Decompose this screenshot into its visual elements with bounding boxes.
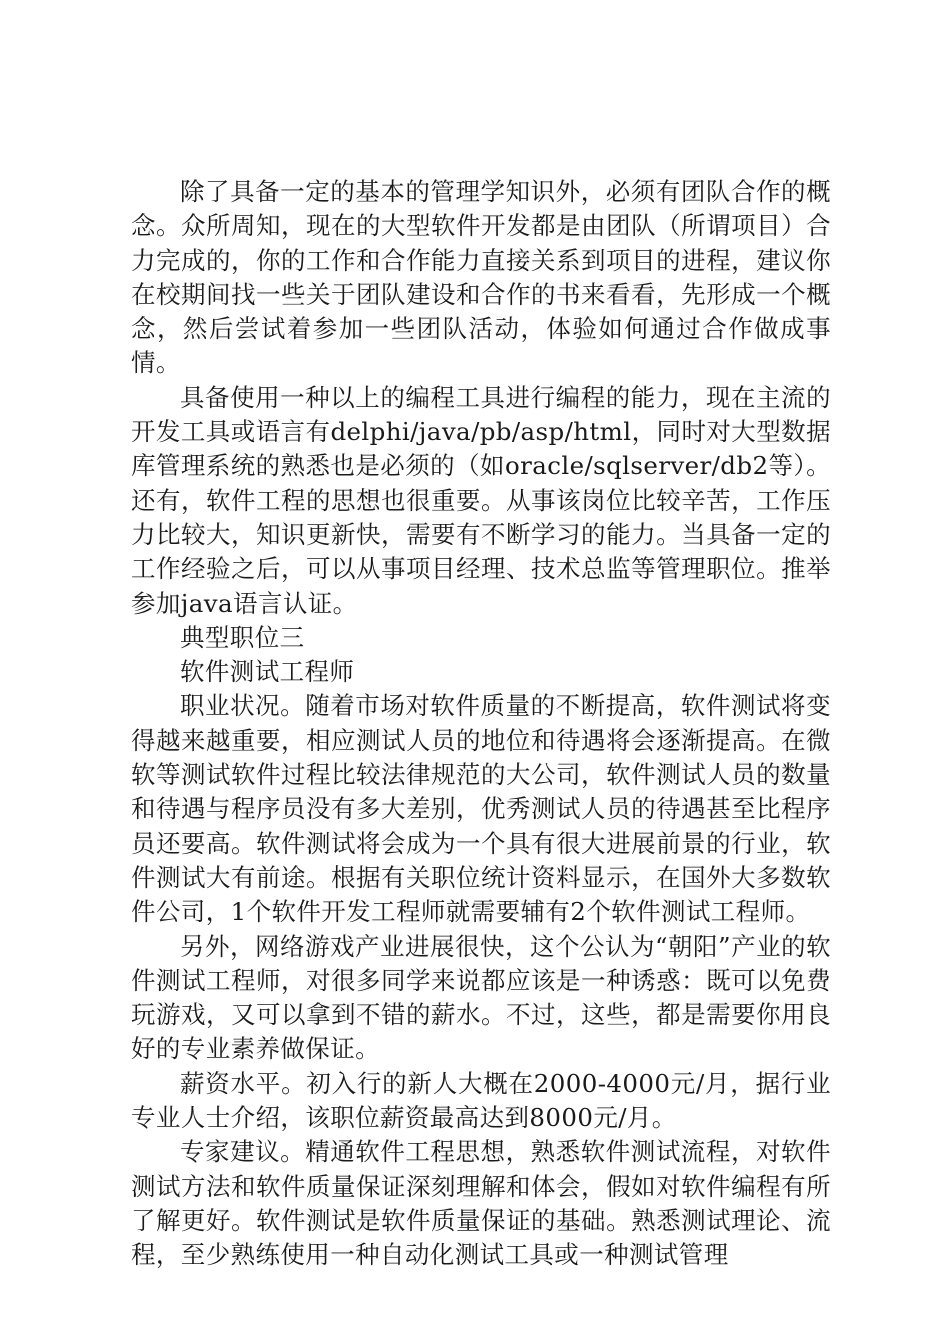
section-heading-typical-position: 典型职位三: [180, 622, 305, 652]
paragraph-salary: 薪资水平。初入行的新人大概在2000-4000元/月，据行业专业人士介绍，该职位薪资最高达到8000元/月。: [131, 1068, 831, 1133]
section-heading-job-title: 软件测试工程师: [180, 657, 355, 687]
paragraph-online-games: 另外，网络游戏产业进展很快，这个公认为“朝阳”产业的软件测试工程师，对很多同学来说都应该是一种诱惑：既可以免费玩游戏，又可以拿到不错的薪水。不过，这些，都是需要你用良好的专业素养做保证。: [131, 931, 831, 1064]
paragraph-expert-advice: 专家建议。精通软件工程思想，熟悉软件测试流程，对软件测试方法和软件质量保证深刻理解和体会，假如对软件编程有所了解更好。软件测试是软件质量保证的基础。熟悉测试理论、流程，至少熟练使用一种自动化测试工具或一种测试管理: [131, 1137, 831, 1270]
document-body: [131, 175, 831, 1273]
paragraph-programming-skills: 具备使用一种以上的编程工具进行编程的能力，现在主流的开发工具或语言有delphi/java/pb/asp/html，同时对大型数据库管理系统的熟悉也是必须的（如oracle/sqlserver/db2等）。还有，软件工程的思想也很重要。从事该岗位比较辛苦，工作压力比较大，知识更新快，需要有不断学习的能力。当具备一定的工作经验之后，可以从事项目经理、技术总监等管理职位。推举参加java语言认证。: [131, 382, 831, 618]
paragraph-teamwork: 除了具备一定的基本的管理学知识外，必须有团队合作的概念。众所周知，现在的大型软件开发都是由团队（所谓项目）合力完成的，你的工作和合作能力直接关系到项目的进程，建议你在校期间找一些关于团队建设和合作的书来看看，先形成一个概念，然后尝试着参加一些团队活动，体验如何通过合作做成事情。: [131, 177, 831, 378]
paragraph-career-status: 职业状况。随着市场对软件质量的不断提高，软件测试将变得越来越重要，相应测试人员的地位和待遇将会逐渐提高。在微软等测试软件过程比较法律规范的大公司，软件测试人员的数量和待遇与程序员没有多大差别，优秀测试人员的待遇甚至比程序员还要高。软件测试将会成为一个具有很大进展前景的行业，软件测试大有前途。根据有关职位统计资料显示，在国外大多数软件公司，1个软件开发工程师就需要辅有2个软件测试工程师。: [131, 691, 831, 927]
